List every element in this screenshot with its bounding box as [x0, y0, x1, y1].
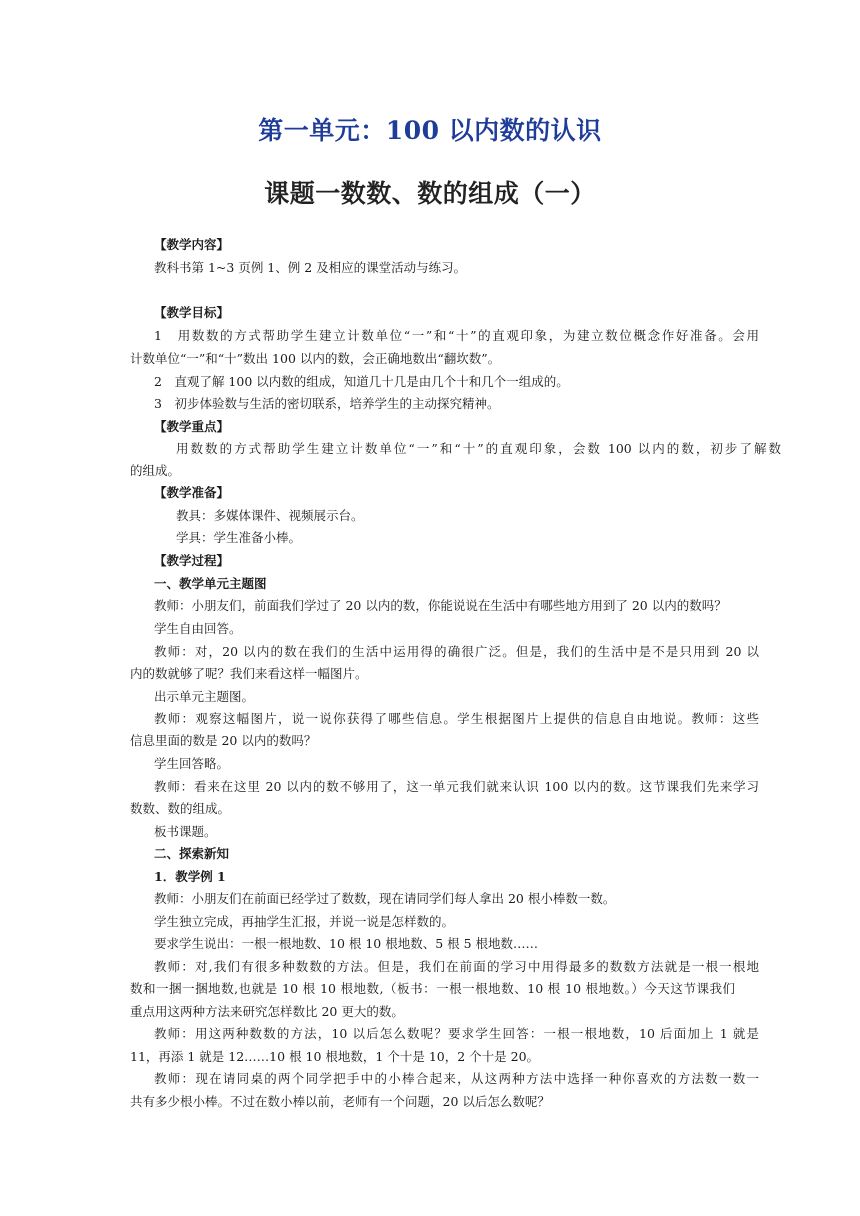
- lesson-title: 课题一数数、数的组成（一）: [264, 179, 596, 208]
- paragraph-line: 用数数的方式帮助学生建立计数单位“一”和“十”的直观印象，会数 100 以内的数，初步了解数: [176, 441, 781, 456]
- paragraph-line: 教师：观察这幅图片，说一说你获得了哪些信息。学生根据图片上提供的信息自由地说。教师：这些: [154, 711, 759, 726]
- section-heading: 【教学目标】: [154, 305, 230, 320]
- subsection-heading: 二、探索新知: [154, 846, 230, 861]
- paragraph-line: 出示单元主题图。: [154, 689, 255, 704]
- paragraph-line: 板书课题。: [154, 824, 217, 839]
- unit-title: 第一单元：100 以内数的认识: [258, 116, 602, 145]
- paragraph-line: 内的数就够了呢？我们来看这样一幅图片。: [130, 666, 368, 681]
- section-heading: 【教学过程】: [154, 553, 230, 568]
- paragraph-line: 11，再添 1 就是 12……10 根 10 根地数，1 个十是 10，2 个十是 20。: [130, 1049, 540, 1064]
- paragraph-line: 2 直观了解 100 以内数的组成，知道几十几是由几个十和几个一组成的。: [154, 374, 569, 389]
- paragraph-line: 学生回答略。: [154, 756, 230, 771]
- paragraph-line: 重点用这两种方法来研究怎样数比 20 更大的数。: [130, 1004, 404, 1019]
- paragraph-line: 学生自由回答。: [154, 621, 242, 636]
- paragraph-line: 学具：学生准备小棒。: [176, 530, 302, 545]
- paragraph-line: 共有多少根小棒。不过在数小棒以前，老师有一个问题，20 以后怎么数呢？: [130, 1094, 550, 1109]
- paragraph-line: 教师：看来在这里 20 以内的数不够用了，这一单元我们就来认识 100 以内的数。这节课我们先来学习: [154, 779, 759, 794]
- paragraph-line: 教师：对,我们有很多种数数的方法。但是，我们在前面的学习中用得最多的数数方法就是一根一根地: [154, 959, 759, 974]
- paragraph-line: 教师：小朋友们在前面已经学过了数数，现在请同学们每人拿出 20 根小棒数一数。: [154, 891, 616, 906]
- paragraph-line: 3 初步体验数与生活的密切联系，培养学生的主动探究精神。: [154, 396, 500, 411]
- paragraph-line: 计数单位“一”和“十”数出 100 以内的数，会正确地数出“翻坎数”。: [130, 351, 501, 366]
- paragraph-line: 教师：用这两种数数的方法，10 以后怎么数呢？要求学生回答：一根一根地数，10 后面加上 1 就是: [154, 1026, 759, 1041]
- paragraph-line: 信息里面的数是 20 以内的数吗？: [130, 733, 317, 748]
- section-heading: 【教学内容】: [154, 237, 230, 252]
- paragraph-line: 学生独立完成，再抽学生汇报，并说一说是怎样数的。: [154, 914, 455, 929]
- paragraph-line: 数数、数的组成。: [130, 801, 231, 816]
- section-heading: 【教学准备】: [154, 485, 230, 500]
- paragraph-line: 教师：对，20 以内的数在我们的生活中运用得的确很广泛。但是，我们的生活中是不是只用到 20 以: [154, 644, 759, 659]
- section-heading: 【教学重点】: [154, 419, 230, 434]
- paragraph-line: 教科书第 1~3 页例 1、例 2 及相应的课堂活动与练习。: [154, 260, 467, 275]
- paragraph-line: 数和一捆一捆地数,也就是 10 根 10 根地数,（板书：一根一根地数、10 根 10 根地数。）今天这节课我们: [130, 981, 735, 996]
- paragraph-line: 1 用数数的方式帮助学生建立计数单位“一”和“十”的直观印象，为建立数位概念作好准备。会用: [154, 328, 759, 343]
- paragraph-line: 教师：小朋友们，前面我们学过了 20 以内的数，你能说说在生活中有哪些地方用到了 20 以内的数吗？: [154, 598, 727, 613]
- example-heading: 1．教学例 1: [154, 869, 226, 884]
- paragraph-line: 要求学生说出：一根一根地数、10 根 10 根地数、5 根 5 根地数……: [154, 936, 539, 951]
- paragraph-line: 教师：现在请同桌的两个同学把手中的小棒合起来，从这两种方法中选择一种你喜欢的方法数一数一: [154, 1071, 759, 1086]
- paragraph-line: 教具：多媒体课件、视频展示台。: [176, 508, 364, 523]
- paragraph-line: 的组成。: [130, 463, 181, 478]
- subsection-heading: 一、教学单元主题图: [154, 576, 267, 591]
